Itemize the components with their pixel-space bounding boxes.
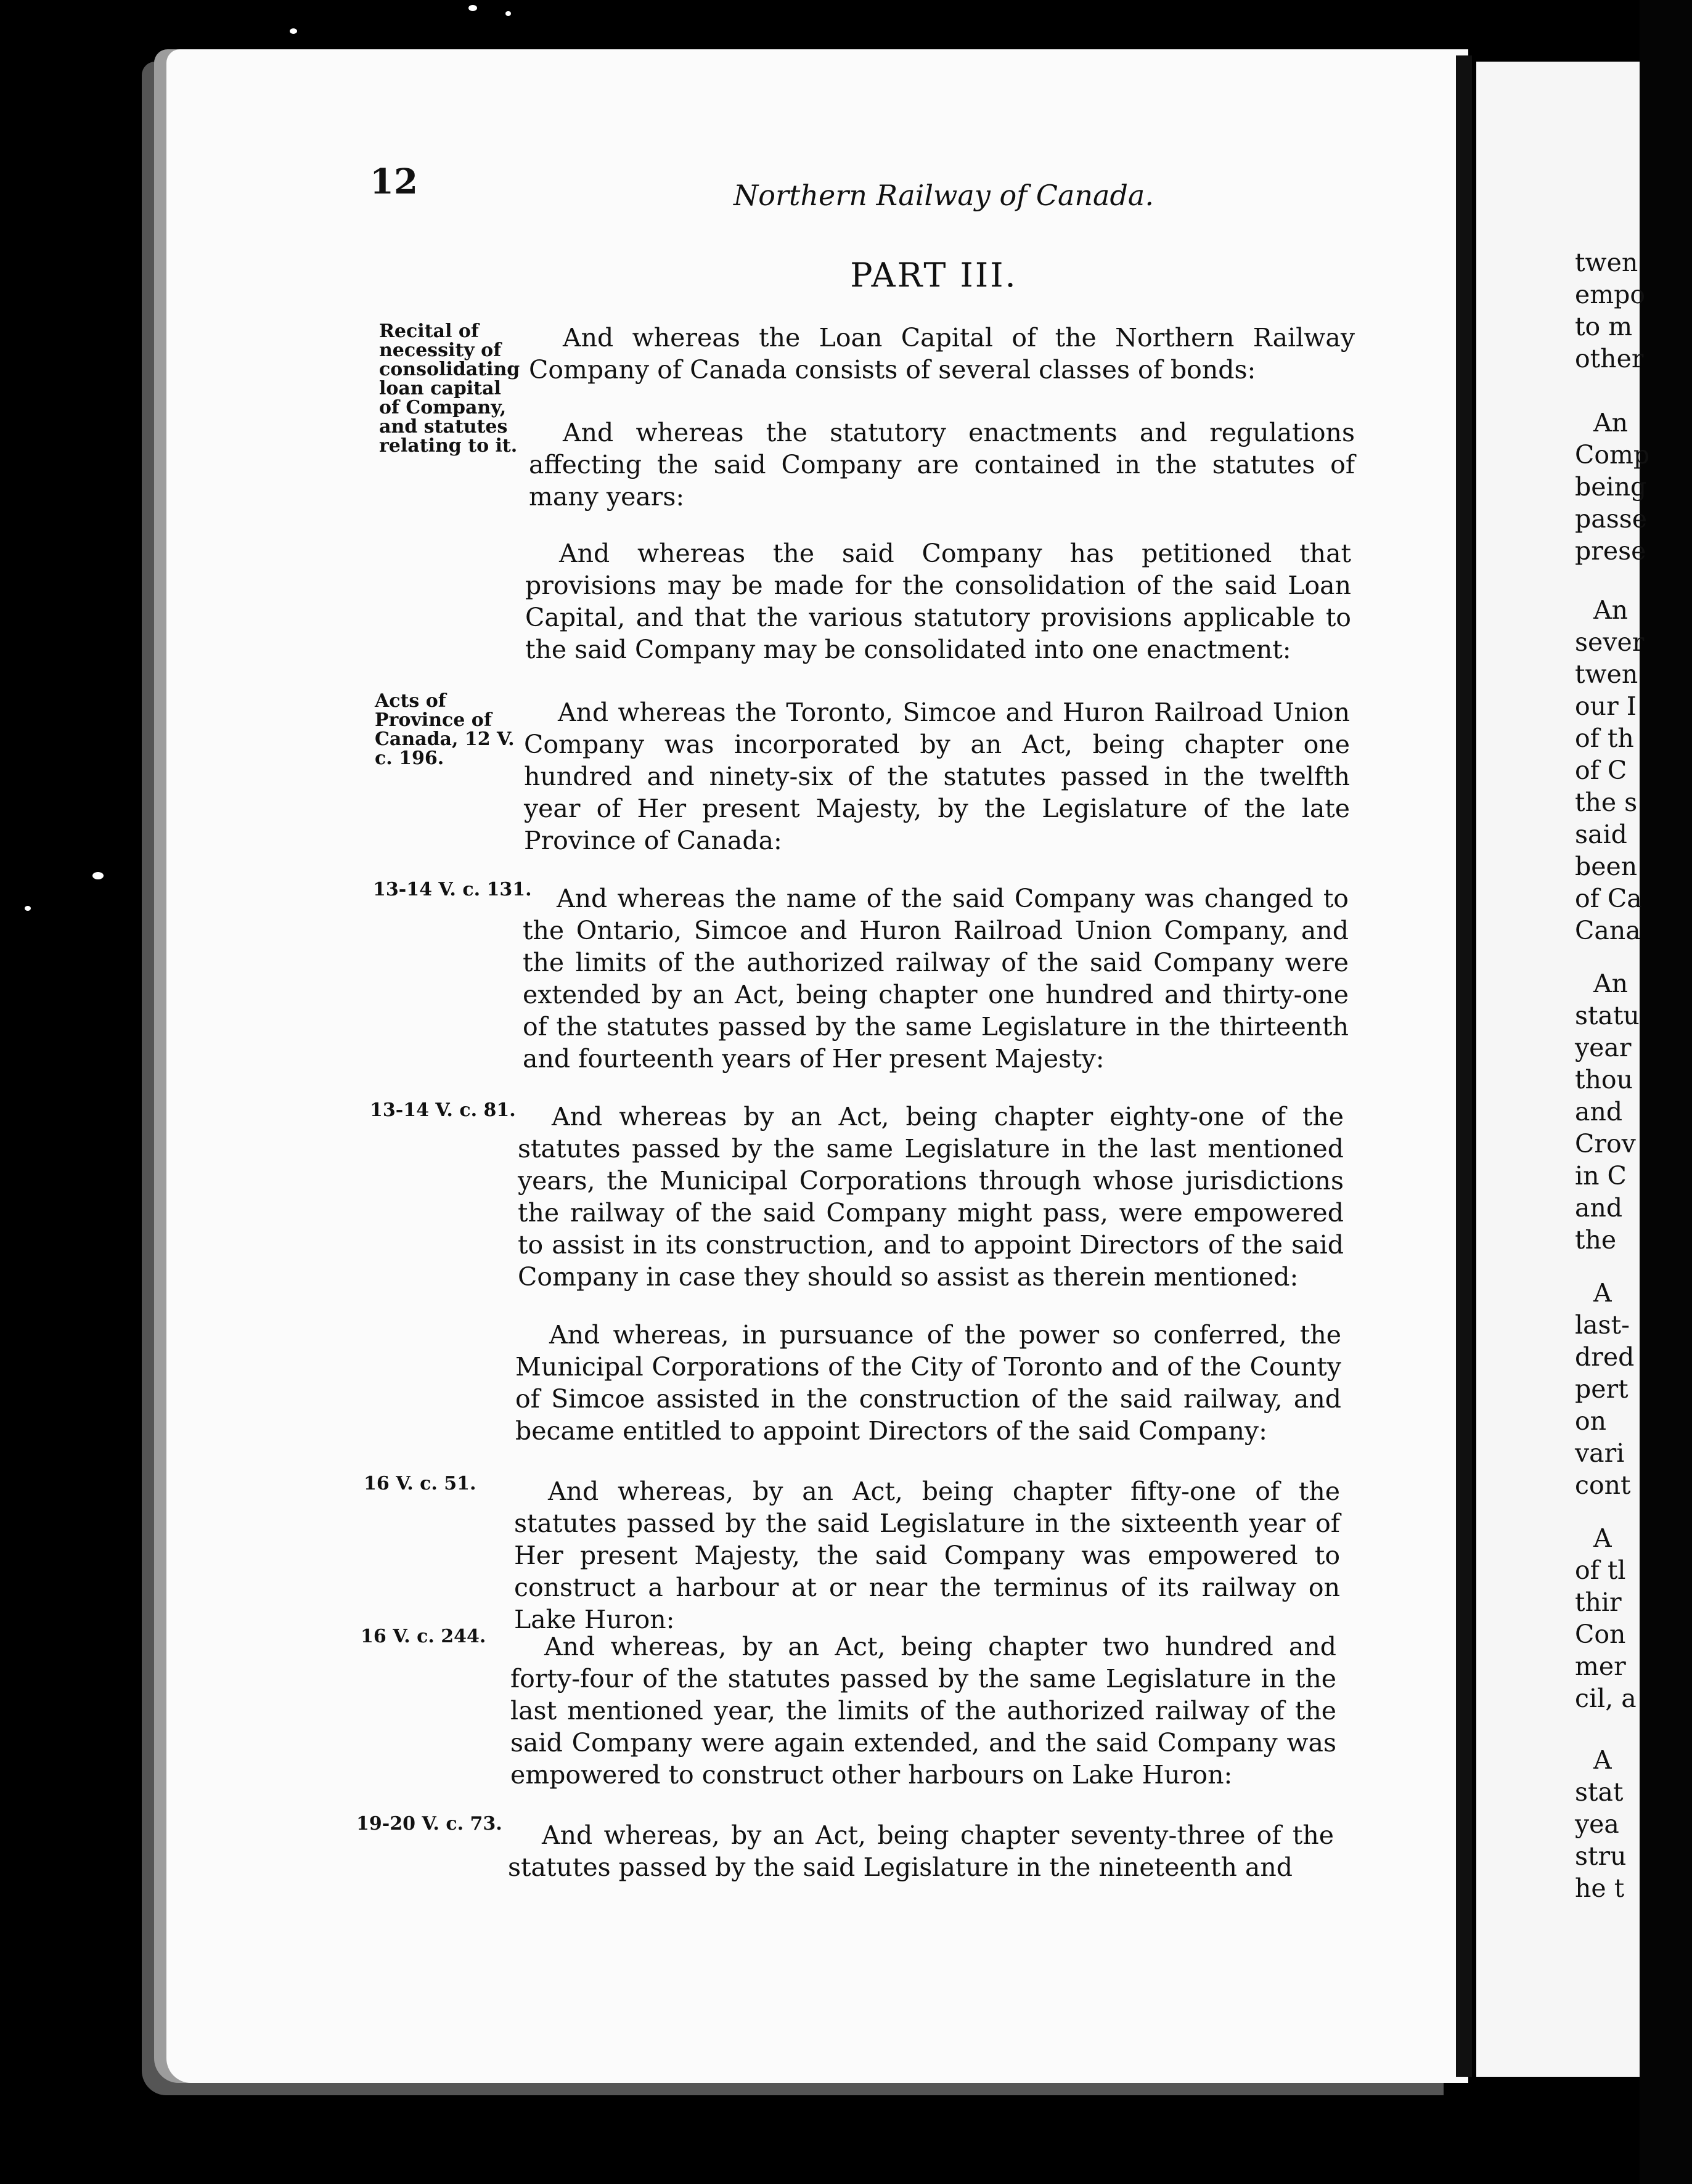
facing-page-fragment: and (1575, 1193, 1623, 1223)
facing-page-fragment: and (1575, 1097, 1623, 1127)
facing-page-fragment: prese (1575, 536, 1646, 566)
facing-page-fragment: A (1593, 1523, 1612, 1553)
margin-note: 19-20 V. c. 73. (356, 1813, 502, 1835)
recital-paragraph: And whereas the name of the said Company was changed to the Ontario, Simcoe and Huron Railroad Union Company, and the limits of the authorized railway of the said Company were extended by an Act, being chapter one hundred and thirty-one of the statutes passed by the same Legislature in the thirteenth and fourteenth years of Her present Majesty: (523, 884, 1349, 1074)
facing-page-fragment: pert (1575, 1374, 1629, 1404)
facing-page-fragment: An (1593, 408, 1629, 438)
facing-page-fragment: our I (1575, 691, 1637, 721)
facing-page-fragment: Comp (1575, 440, 1650, 470)
margin-note: Recital of necessity of consolidating loan capital of Company, and statutes relating to it. (379, 320, 520, 457)
facing-page-fragment: dred (1575, 1342, 1635, 1372)
dust-speck (505, 11, 511, 16)
margin-note: 16 V. c. 51. (364, 1473, 476, 1494)
recital-paragraph: And whereas the Toronto, Simcoe and Huron Railroad Union Company was incorporated by an Act, being chapter one hundred and ninety-six of the statutes passed in the twelfth year of Her present Majesty, by the Legislature of the late Province of Canada: (524, 698, 1350, 855)
facing-page-fragment: sever (1575, 627, 1645, 657)
recital-paragraph: And whereas, by an Act, being chapter fifty-one of the statutes passed by the said Legislature in the sixteenth year of Her present Majesty, the said Company was empowered to construct a harbour at or near the terminus of its railway on Lake Huron: (514, 1477, 1340, 1634)
facing-page-fragment: twen (1575, 248, 1638, 277)
facing-page-fragment: twen (1575, 659, 1638, 689)
facing-page-fragment: last- (1575, 1310, 1630, 1340)
facing-page-fragment: cil, a (1575, 1684, 1637, 1713)
facing-page-fragment: cont (1575, 1470, 1631, 1500)
facing-page-fragment: year (1575, 1033, 1632, 1062)
recital-paragraph: And whereas by an Act, being chapter eighty-one of the statutes passed by the same Legislature in the last mentioned years, the Municipal Corporations through whose jurisdictions the railway of the said Company might pass, were empowered to assist in its construction, and to appoint Directors of the said Company in case they should so assist as therein mentioned: (518, 1102, 1344, 1292)
facing-page-fragment: of tl (1575, 1555, 1626, 1585)
facing-page-fragment: being (1575, 472, 1647, 502)
facing-page-fragment: been (1575, 852, 1638, 881)
facing-page-fragment: statu (1575, 1001, 1640, 1030)
margin-note: 16 V. c. 244. (361, 1626, 486, 1647)
facing-page-fragment: of Ca (1575, 884, 1642, 913)
facing-page-fragment: said (1575, 820, 1627, 849)
facing-page-fragment: the (1575, 1225, 1617, 1255)
margin-note: Acts of Province of Canada, 12 V. c. 196. (375, 690, 515, 769)
margin-note: 13-14 V. c. 131. (373, 879, 532, 900)
facing-page-fragment: Crov (1575, 1129, 1636, 1159)
dust-speck (92, 872, 104, 879)
recital-paragraph: And whereas, in pursuance of the power so conferred, the Municipal Corporations of the City of Toronto and of the County of Simcoe assisted in the construction of the said railway, and became entitled to appoint Directors of the said Company: (515, 1320, 1341, 1446)
facing-page-fragment: An (1593, 969, 1629, 998)
facing-page-fragment: to m (1575, 312, 1633, 341)
facing-page-fragment: in C (1575, 1161, 1627, 1191)
facing-page-fragment: stat (1575, 1777, 1624, 1807)
facing-page-fragment: An (1593, 595, 1629, 625)
facing-page-fragment: he t (1575, 1873, 1625, 1903)
facing-page-fragment: the s (1575, 788, 1638, 817)
dust-speck (290, 28, 297, 34)
book-gutter (1456, 55, 1472, 2077)
facing-page-fragment: stru (1575, 1841, 1627, 1871)
facing-page-fragment: of th (1575, 723, 1634, 753)
facing-page-fragment: on (1575, 1406, 1607, 1436)
facing-page-fragment: other (1575, 344, 1644, 373)
dust-speck (25, 906, 31, 911)
facing-page-fragment: Con (1575, 1620, 1626, 1649)
recital-paragraph: And whereas, by an Act, being chapter seventy-three of the statutes passed by the said Legislature in the nineteenth and (508, 1820, 1334, 1882)
running-head: Northern Railway of Canada. (734, 179, 1154, 212)
dust-speck (468, 5, 477, 11)
facing-page-fragment: mer (1575, 1652, 1626, 1681)
facing-page-fragment: Cana (1575, 916, 1641, 945)
part-title: PART III. (850, 256, 1018, 295)
recital-paragraph: And whereas the said Company has petitioned that provisions may be made for the consolidation of the said Loan Capital, and that the various statutory provisions applicable to the said Company may be consolidated into one enactment: (525, 539, 1351, 664)
facing-page-fragment: thir (1575, 1587, 1622, 1617)
facing-page-fragment: vari (1575, 1438, 1625, 1468)
facing-page-fragment: passe (1575, 504, 1648, 534)
facing-page-fragment: yea (1575, 1809, 1619, 1839)
margin-note: 13-14 V. c. 81. (370, 1099, 516, 1121)
recital-paragraph: And whereas the Loan Capital of the Northern Railway Company of Canada consists of several classes of bonds: (529, 323, 1355, 385)
recital-paragraph: And whereas the statutory enactments and regulations affecting the said Company are contained in the statutes of many years: (529, 418, 1355, 511)
facing-page-fragment: thou (1575, 1065, 1633, 1094)
facing-page-fragment: of C (1575, 756, 1627, 785)
facing-page-fragment: A (1593, 1278, 1612, 1308)
facing-page-fragment: A (1593, 1745, 1612, 1775)
facing-page-fragment: empo (1575, 280, 1646, 309)
page-number: 12 (370, 161, 418, 202)
recital-paragraph: And whereas, by an Act, being chapter two hundred and forty-four of the statutes passed by the same Legislature in the last mentioned year, the limits of the authorized railway of the said Company were again extended, and the said Company was empowered to construct other harbours on Lake Huron: (510, 1632, 1336, 1790)
